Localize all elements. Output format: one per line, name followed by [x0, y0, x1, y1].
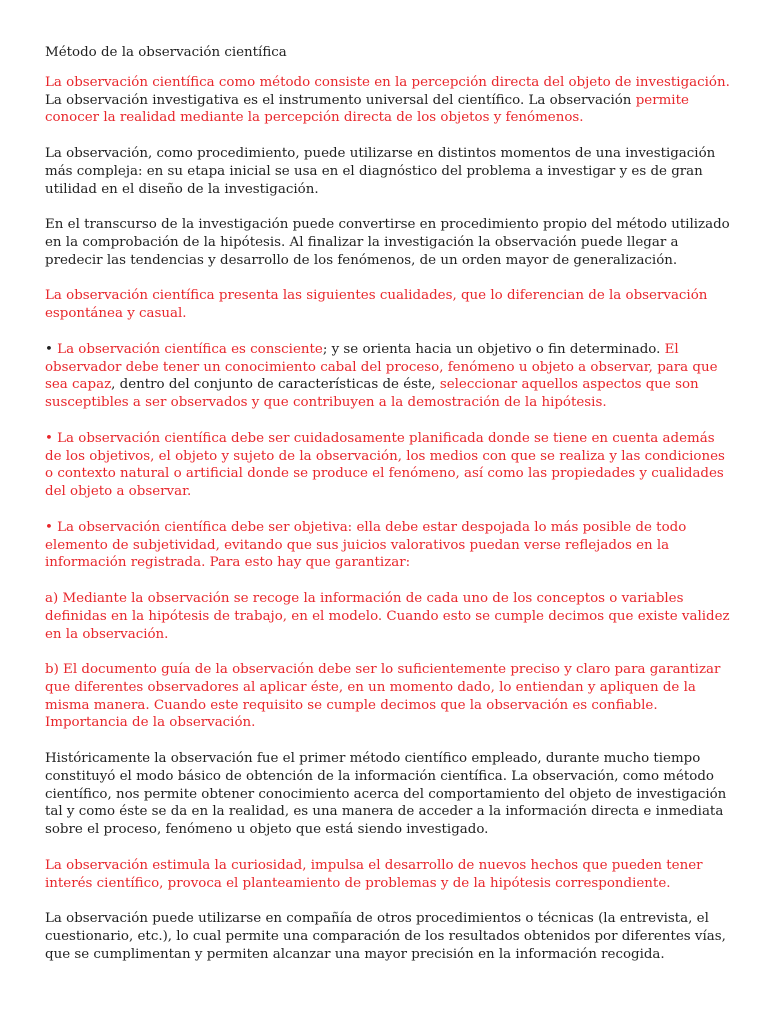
bullet-marker: •	[45, 341, 53, 357]
highlight-text: permite conocer la realidad mediante la percepción directa de los objetos y fenómenos.	[45, 92, 689, 126]
highlight-text: El observador debe tener un conocimiento cabal del proceso, fenómeno u objeto a observar, para que sea capaz	[45, 341, 718, 393]
paragraph-curiosidad: La observación estimula la curiosidad, impulsa el desarrollo de nuevos hechos que pueden tener interés científico, provoca el planteamiento de problemas y de la hipótesis correspondiente.	[45, 857, 703, 891]
paragraph-cualidades: La observación científica presenta las siguientes cualidades, que lo diferencian de la observación espontánea y casual.	[45, 288, 708, 322]
paragraph-transcurso: En el transcurso de la investigación puede convertirse en procedimiento propio del método utilizado en la comprobación de la hipótesis. Al finalizar la investigación la observación puede llegar a predecir las tendencias y desarrollo de los fenómenos, de un orden mayor de generalización.	[45, 217, 730, 268]
paragraph-intro	[45, 74, 735, 127]
highlight-text: seleccionar aquellos aspectos que son susceptibles a ser observados y que contribuyen a la demostración de la hipótesis.	[45, 377, 699, 411]
highlight-text: La observación científica es consciente	[57, 341, 323, 357]
item-a-validez: a) Mediante la observación se recoge la información de cada uno de los conceptos o variables definidas en la hipótesis de trabajo, en el modelo. Cuando esto se cumple decimos que existe validez en la observación.	[45, 590, 730, 642]
paragraph-historicamente: Históricamente la observación fue el primer método científico empleado, durante mucho tiempo constituyó el modo básico de obtención de la información científica. La observación, como método científico, nos permite obtener conocimiento acerca del comportamiento del objeto de investigación tal y como éste se da en la realidad, es una manera de acceder a la información directa e inmediata sobre el proceso, fenómeno u objeto que está siendo investigado.	[45, 751, 727, 838]
bullet-objetiva: • La observación científica debe ser objetiva: ella debe estar despojada lo más posible de todo elemento de subjetividad, evitando que sus juicios valorativos puedan verse reflejados en la información registrada. Para esto hay que garantizar:	[45, 519, 687, 571]
body-text: La observación investigativa es el instrumento universal del científico. La observación	[45, 92, 632, 108]
document-title: Método de la observación científica	[45, 45, 287, 60]
paragraph-compania: La observación puede utilizarse en compañía de otros procedimientos o técnicas (la entrevista, el cuestionario, etc.), lo cual permite una comparación de los resultados obtenidos por diferentes vías, que se cumplimentan y permiten alcanzar una mayor precisión en la información recogida.	[45, 911, 726, 962]
document-page	[45, 44, 735, 981]
bullet-consciente	[45, 341, 735, 412]
body-text: ; y se orienta hacia un objetivo o fin determinado.	[322, 341, 661, 357]
bullet-planificada: • La observación científica debe ser cuidadosamente planificada donde se tiene en cuenta además de los objetivos, el objeto y sujeto de la observación, los medios con que se realiza y las condiciones o contexto natural o artificial donde se produce el fenómeno, así como las propiedades y cualidades del objeto a observar.	[45, 430, 725, 500]
item-b-confiable: b) El documento guía de la observación debe ser lo suficientemente preciso y claro para garantizar que diferentes observadores al aplicar éste, en un momento dado, lo entiendan y apliquen de la misma manera. Cuando este requisito se cumple decimos que la observación es confiable. Importancia de la observación.	[45, 662, 721, 731]
paragraph-procedure: La observación, como procedimiento, puede utilizarse en distintos momentos de una investigación más compleja: en su etapa inicial se usa en el diagnóstico del problema a investigar y es de gran utilidad en el diseño de la investigación.	[45, 145, 716, 197]
body-text: , dentro del conjunto de características de éste,	[111, 377, 436, 393]
highlight-text: La observación científica como método consiste en la percepción directa del objeto de investigación.	[45, 74, 730, 90]
